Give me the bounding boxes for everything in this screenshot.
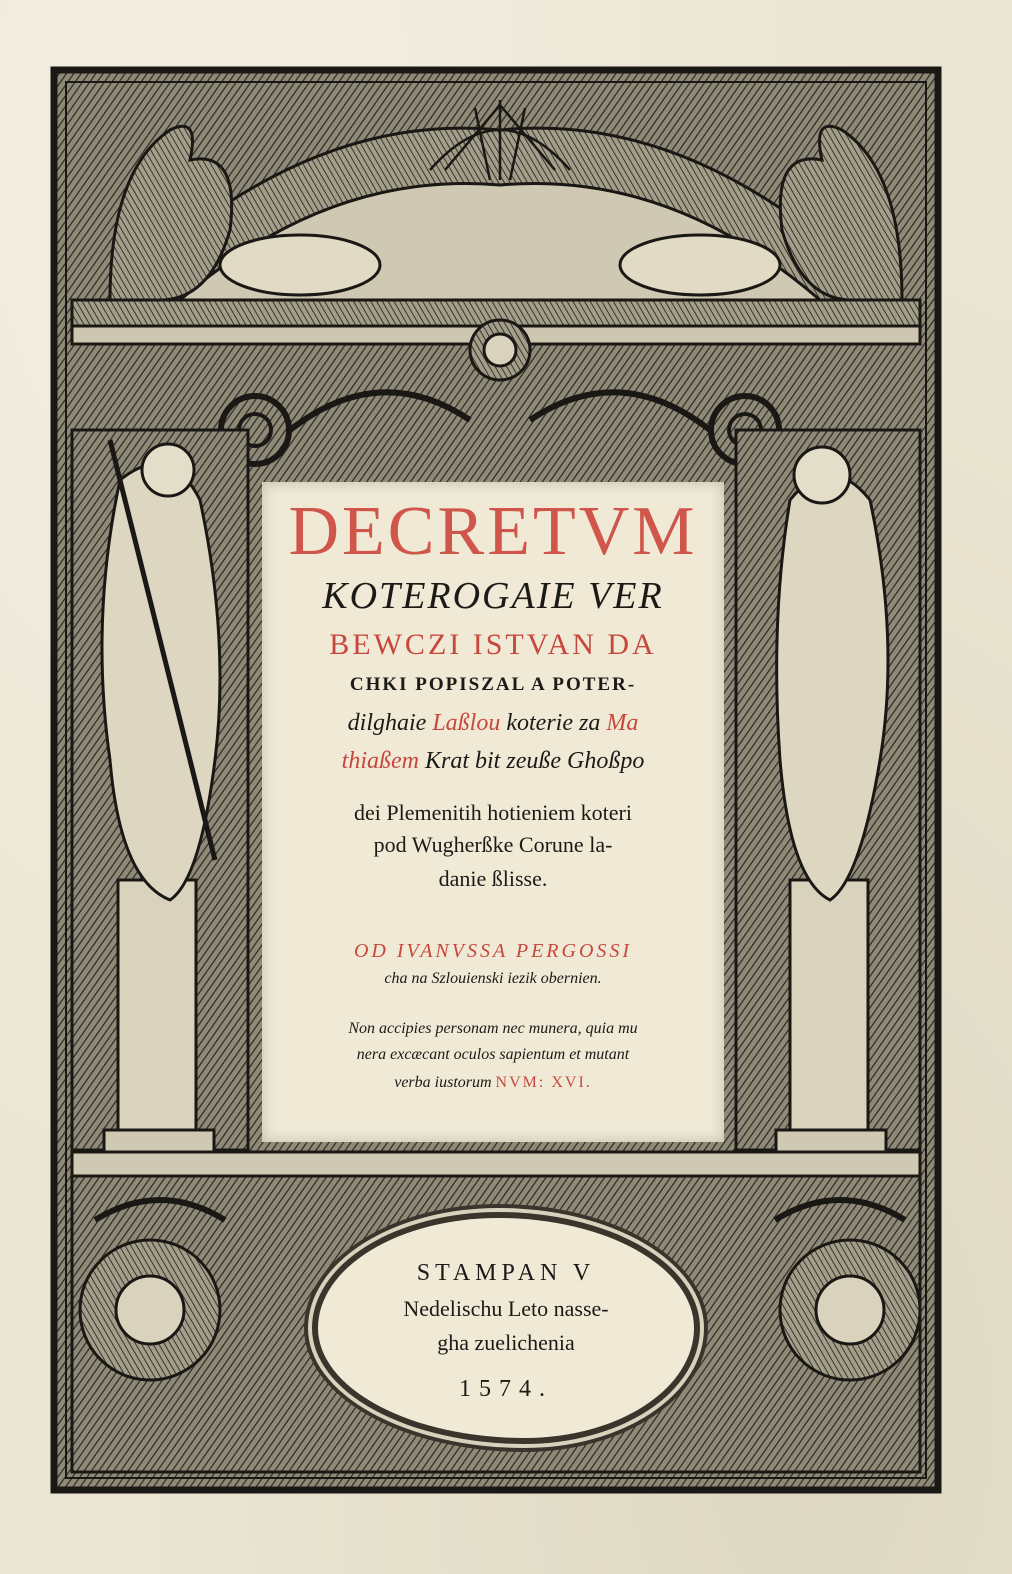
- title-line-3: BEWCZI ISTVAN DA: [329, 628, 657, 661]
- translator-line-1: OD IVANVSSA PERGOSSI: [353, 940, 633, 962]
- imprint-line-3: gha zuelichenia: [437, 1330, 575, 1355]
- title-line-7: dei Plemenitih hotieniem koteri: [354, 800, 632, 825]
- quote-line-3-text: verba iustorum: [394, 1074, 496, 1091]
- title-line-5: [262, 710, 724, 737]
- imprint-year: 1574.: [459, 1376, 553, 1402]
- quote-line-1: Non accipies personam nec munera, quia mu: [348, 1020, 638, 1037]
- title-decretum: DECRETVM: [288, 493, 698, 570]
- quote-line-3: [262, 1074, 724, 1092]
- title-line-4: CHKI POPISZAL A POTER-: [349, 674, 637, 695]
- title-line-9: danie ßlisse.: [438, 866, 548, 891]
- imprint-line-2: Nedelischu Leto nasse-: [403, 1296, 609, 1321]
- title-panel: [262, 482, 724, 1142]
- title-line-8: pod Wugherßke Corune la-: [373, 832, 613, 857]
- quote-line-2: nera excæcant oculos sapientum et mutant: [356, 1046, 630, 1063]
- line5-part-ma: Ma: [606, 710, 639, 736]
- quote-reference: NVM: XVI.: [495, 1074, 592, 1091]
- translator-line-2: cha na Szlouienski iezik obernien.: [384, 970, 602, 987]
- line5-part-a: dilghaie: [347, 710, 433, 736]
- imprint-line-1: STAMPAN V: [416, 1260, 596, 1286]
- line6-name-mathias: thiaßem: [341, 748, 419, 774]
- title-line-6: [262, 748, 724, 775]
- line6-rest: Krat bit zeuße Ghoßpo: [419, 748, 645, 774]
- line5-name-laslou: Laßlou: [432, 710, 501, 736]
- title-line-2: KOTEROGAIE VER: [322, 575, 664, 617]
- right-column: [736, 430, 920, 1152]
- left-column: [72, 430, 248, 1152]
- line5-part-c: koterie za: [500, 710, 607, 736]
